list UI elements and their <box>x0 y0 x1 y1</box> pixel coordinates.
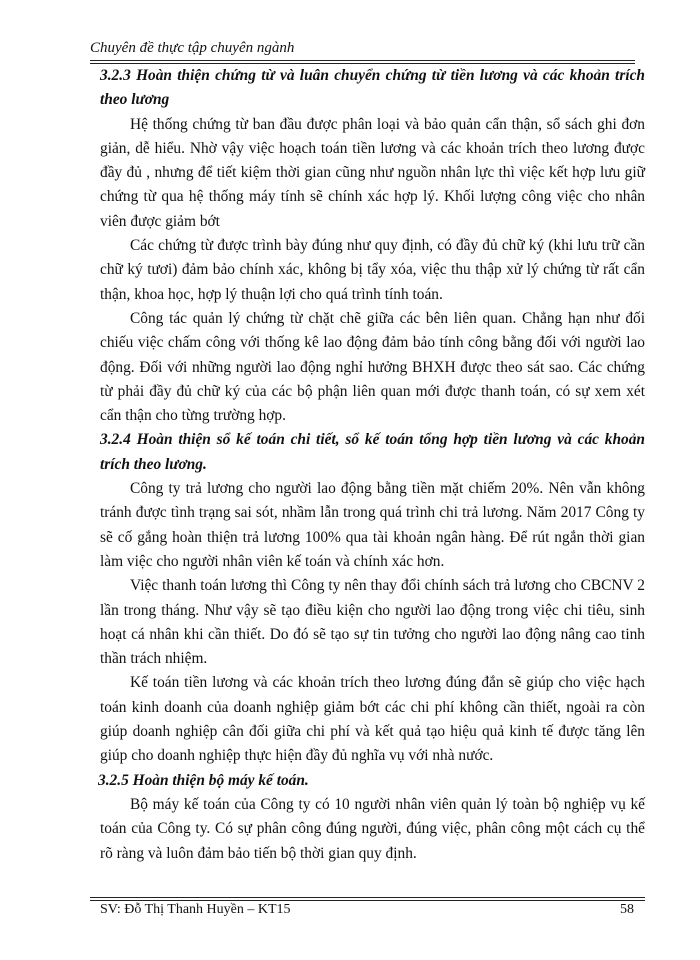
paragraph: Các chứng từ được trình bày đúng như quy định, có đầy đủ chữ ký (khi lưu trữ cần chữ ký tươi) đảm bảo chính xác, không bị tẩy xóa, việc thu thập xử lý chứng từ rất cẩn thận, khoa học, hợp lý thuận lợi cho quá trình tính toán. <box>100 237 645 303</box>
paragraph: Công tác quản lý chứng từ chặt chẽ giữa các bên liên quan. Chẳng hạn như đối chiếu việc chấm công với thống kê lao động đảm bảo tính công bằng đối với người lao động. Đối với những người lao động nghỉ hưởng BHXH được theo sát sao. Các chứng từ phải đầy đủ chữ ký của các bộ phận liên quan mới được thanh toán, có sự xem xét cẩn thận cho từng trường hợp. <box>100 309 645 425</box>
paragraph: Hệ thống chứng từ ban đầu được phân loại và bảo quản cẩn thận, sổ sách ghi đơn giản, dễ hiểu. Nhờ vậy việc hoạch toán tiền lương và các khoản trích theo lương được đầy đủ , nhưng để tiết kiệm thời gian cũng như nguồn nhân lực thì việc kết hợp lưu giữ chứng từ qua hệ thống máy tính sẽ chính xác hợp lý. Khối lượng công việc cho nhân viên được giảm bớt <box>100 115 645 230</box>
header-title: Chuyên đề thực tập chuyên ngành <box>90 40 295 56</box>
footer-author: SV: Đỗ Thị Thanh Huyền – KT15 <box>100 902 291 917</box>
paragraph: Bộ máy kế toán của Công ty có 10 người nhân viên quản lý toàn bộ nghiệp vụ kế toán của Công ty. Có sự phân công đúng người, đúng việc, phân công một cách cụ thể rõ ràng và luôn đảm bảo tiến bộ thời gian quy định. <box>100 795 645 862</box>
section-heading-3-2-5: 3.2.5 Hoàn thiện bộ máy kế toán. <box>98 771 309 789</box>
paragraph: Công ty trả lương cho người lao động bằng tiền mặt chiếm 20%. Nên vẫn không tránh được tình trạng sai sót, nhầm lẫn trong quá trình chi trả lương. Năm 2017 Công ty sẽ cố gắng hoàn thiện trả lương 100% qua tài khoản ngân hàng. Để rút ngắn thời gian làm việc cho người nhân viên kế toán và chính xác hơn. <box>100 480 645 570</box>
page-number: 58 <box>620 902 634 917</box>
section-heading-3-2-3: 3.2.3 Hoàn thiện chứng từ và luân chuyển chứng từ tiền lương và các khoản trích theo lương <box>100 67 645 109</box>
paragraph: Kế toán tiền lương và các khoản trích theo lương đúng đắn sẽ giúp cho việc hạch toán kinh doanh của doanh nghiệp giảm bớt các chi phí không cần thiết, ngoài ra còn giúp doanh nghiệp cân đối giữa chi phí và kết quả tạo hiệu quả kinh tế được tăng lên giúp cho doanh nghiệp thực hiện đầy đủ nghĩa vụ với nhà nước. <box>100 674 645 765</box>
footer-rule <box>90 897 645 901</box>
paragraph: Việc thanh toán lương thì Công ty nên thay đổi chính sách trả lương cho CBCNV 2 lần trong tháng. Như vậy sẽ tạo điều kiện cho người lao động trong việc chi tiêu, sinh hoạt cá nhân khi cần thiết. Do đó sẽ tạo sự tin tưởng cho người lao động nâng cao tinh thần trách nhiệm. <box>100 577 645 668</box>
document-body <box>100 64 645 866</box>
section-heading-3-2-4: 3.2.4 Hoàn thiện sổ kế toán chi tiết, sổ kế toán tổng hợp tiền lương và các khoản trích theo lương. <box>100 431 645 473</box>
